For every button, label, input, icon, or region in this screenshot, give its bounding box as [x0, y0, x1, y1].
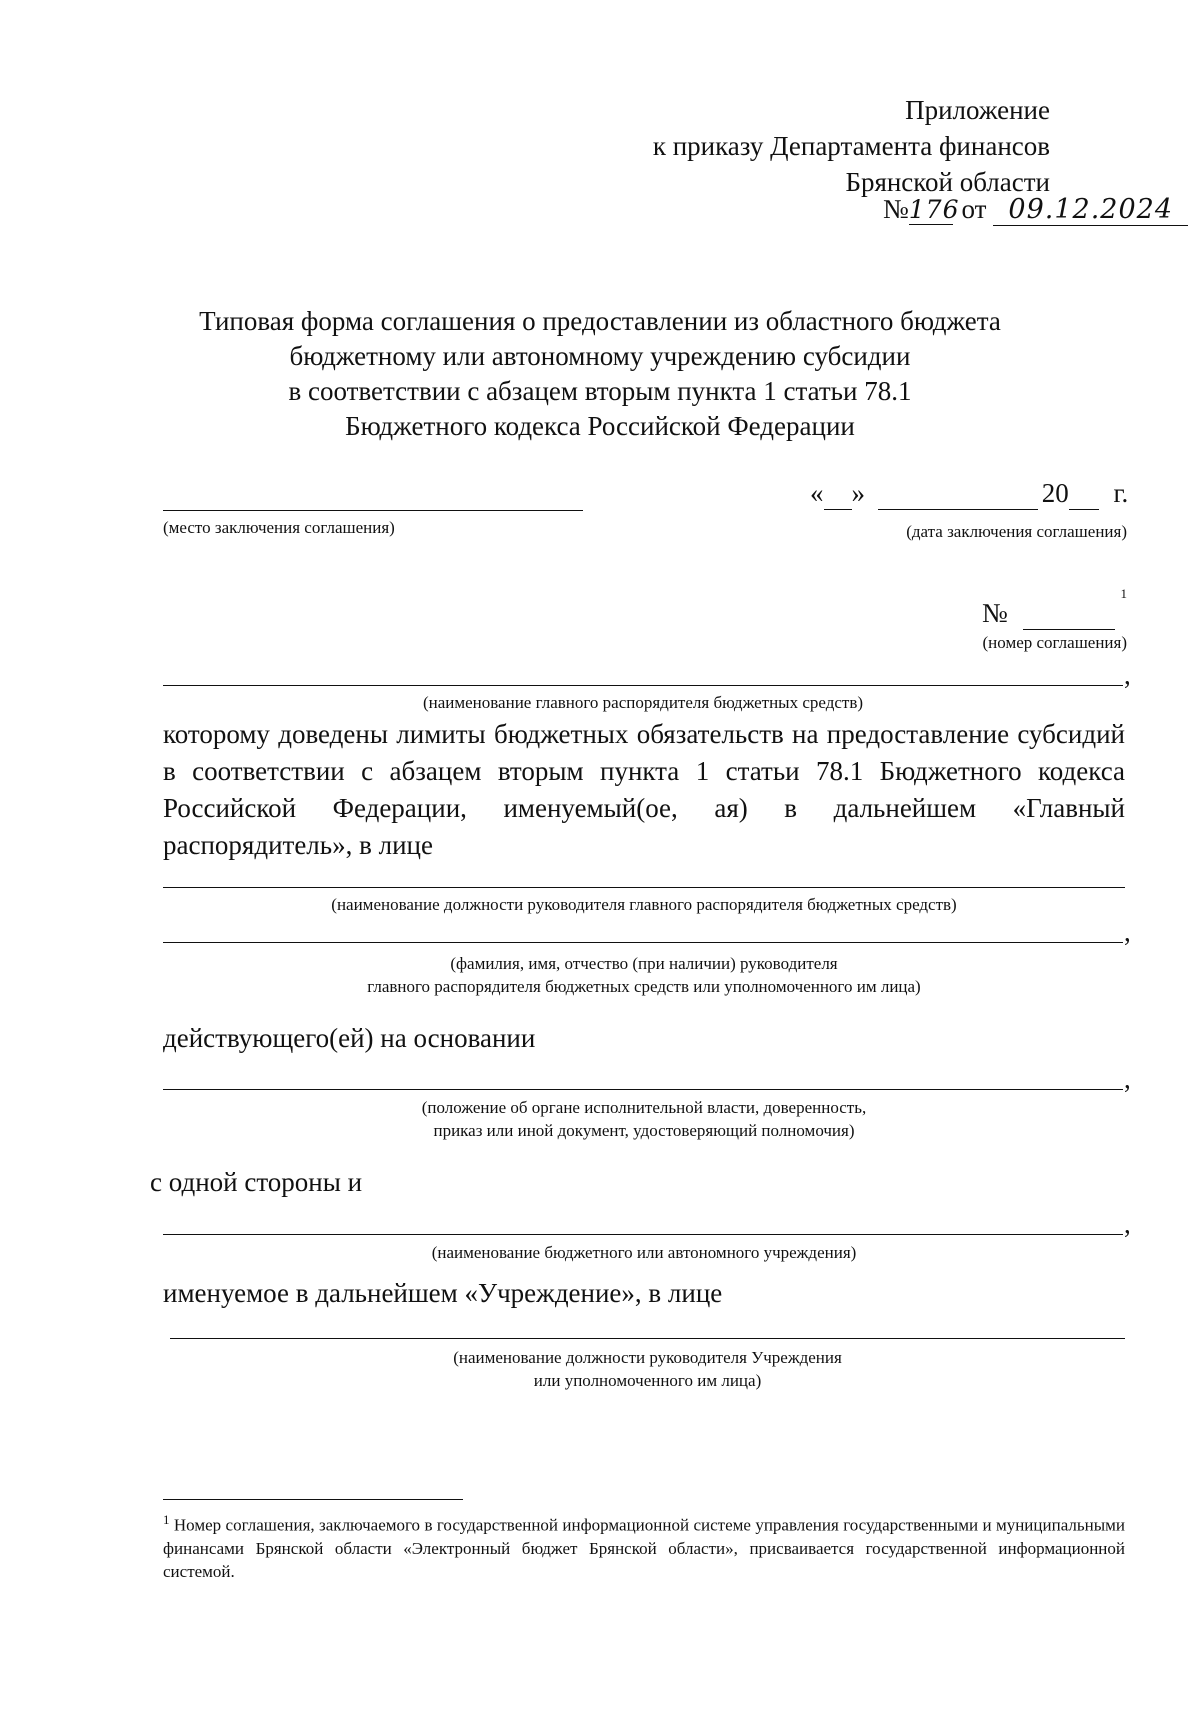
- institution-field-line[interactable]: [163, 1234, 1123, 1235]
- agreement-number-caption: (номер соглашения): [982, 633, 1127, 652]
- agreement-number-blank[interactable]: [1023, 598, 1115, 630]
- title-line4: Бюджетного кодекса Российской Федерации: [345, 411, 855, 441]
- place-field-line[interactable]: [163, 510, 583, 511]
- footnote-ref-1: 1: [1120, 586, 1128, 601]
- paragraph-distributor: которому доведены лимиты бюджетных обязательств на предоставление субсидий в соответствии с абзацем вторым пункта 1 статьи 78.1 Бюджетного кодекса Российской Федерации, именуемый(ое, ая) в дальнейшем «Главный распорядитель», в лице: [163, 719, 1125, 860]
- footnote-mark: 1: [163, 1512, 170, 1527]
- document-title: [150, 304, 1050, 444]
- title-line1: Типовая форма соглашения о предоставлении из областного бюджета: [199, 306, 1001, 336]
- order-number-line: [883, 194, 1188, 226]
- date-caption: (дата заключения соглашения): [906, 522, 1127, 541]
- date-close-quote: »: [851, 478, 865, 508]
- head-fio-caption-2: главного распорядителя бюджетных средств или уполномоченного им лица): [367, 977, 921, 996]
- basis-caption-1: (положение об органе исполнительной власти, доверенность,: [421, 1098, 867, 1117]
- named-institution-text: именуемое в дальнейшем «Учреждение», в лице: [163, 1278, 723, 1308]
- title-line2: бюджетному или автономному учреждению субсидии: [289, 341, 911, 371]
- basis-comma: ,: [1124, 1064, 1131, 1094]
- appendix-line3: Брянской области: [845, 167, 1050, 197]
- distributor-field-line[interactable]: [163, 685, 1123, 686]
- inst-position-field-line[interactable]: [170, 1338, 1125, 1339]
- basis-caption-2: приказ или иной документ, удостоверяющий полномочия): [433, 1121, 855, 1140]
- appendix-line1: Приложение: [905, 95, 1050, 125]
- agreement-number-field[interactable]: [982, 586, 1128, 630]
- date-year-prefix: 20: [1041, 478, 1069, 508]
- order-date-prefix: от: [961, 194, 987, 224]
- institution-caption: (наименование бюджетного или автономного учреждения): [431, 1243, 857, 1262]
- head-fio-comma: ,: [1124, 917, 1131, 947]
- place-caption: (место заключения соглашения): [163, 518, 395, 537]
- head-fio-field-line[interactable]: [163, 942, 1123, 943]
- head-position-caption: (наименование должности руководителя главного распорядителя бюджетных средств): [331, 895, 957, 914]
- order-number-handwritten: 176: [908, 195, 960, 224]
- inst-position-caption-1: (наименование должности руководителя Учреждения: [453, 1348, 842, 1367]
- inst-position-caption-2: или уполномоченного им лица): [533, 1371, 762, 1390]
- distributor-comma: ,: [1124, 660, 1131, 690]
- acting-basis-text: действующего(ей) на основании: [163, 1023, 536, 1053]
- date-open-quote: «: [810, 478, 824, 508]
- footnote: [163, 1508, 1125, 1583]
- date-month-blank[interactable]: [878, 478, 1038, 510]
- basis-field-line[interactable]: [163, 1089, 1123, 1090]
- date-year-suffix: г.: [1113, 478, 1129, 508]
- title-line3: в соответствии с абзацем вторым пункта 1 статьи 78.1: [288, 376, 912, 406]
- order-date-handwritten: 09.12.2024: [993, 194, 1188, 226]
- order-number-prefix: №: [883, 194, 909, 224]
- agreement-number-sign: №: [982, 598, 1008, 628]
- institution-comma: ,: [1124, 1209, 1131, 1239]
- appendix-block: [450, 92, 1050, 200]
- head-fio-caption-1: (фамилия, имя, отчество (при наличии) руководителя: [450, 954, 838, 973]
- date-field[interactable]: [810, 478, 1128, 510]
- appendix-line2: к приказу Департамента финансов: [652, 131, 1050, 161]
- date-day-blank[interactable]: [824, 478, 852, 510]
- footnote-text: Номер соглашения, заключаемого в государственной информационной системе управления государственными и муниципальными финансами Брянской области «Электронный бюджет Брянской области», присваивается государственной информационной системой.: [163, 1515, 1125, 1581]
- distributor-caption: (наименование главного распорядителя бюджетных средств): [422, 693, 864, 712]
- one-side-text: с одной стороны и: [150, 1167, 363, 1197]
- footnote-separator: [163, 1499, 463, 1500]
- head-position-field-line[interactable]: [163, 887, 1125, 888]
- date-year-blank[interactable]: [1069, 478, 1099, 510]
